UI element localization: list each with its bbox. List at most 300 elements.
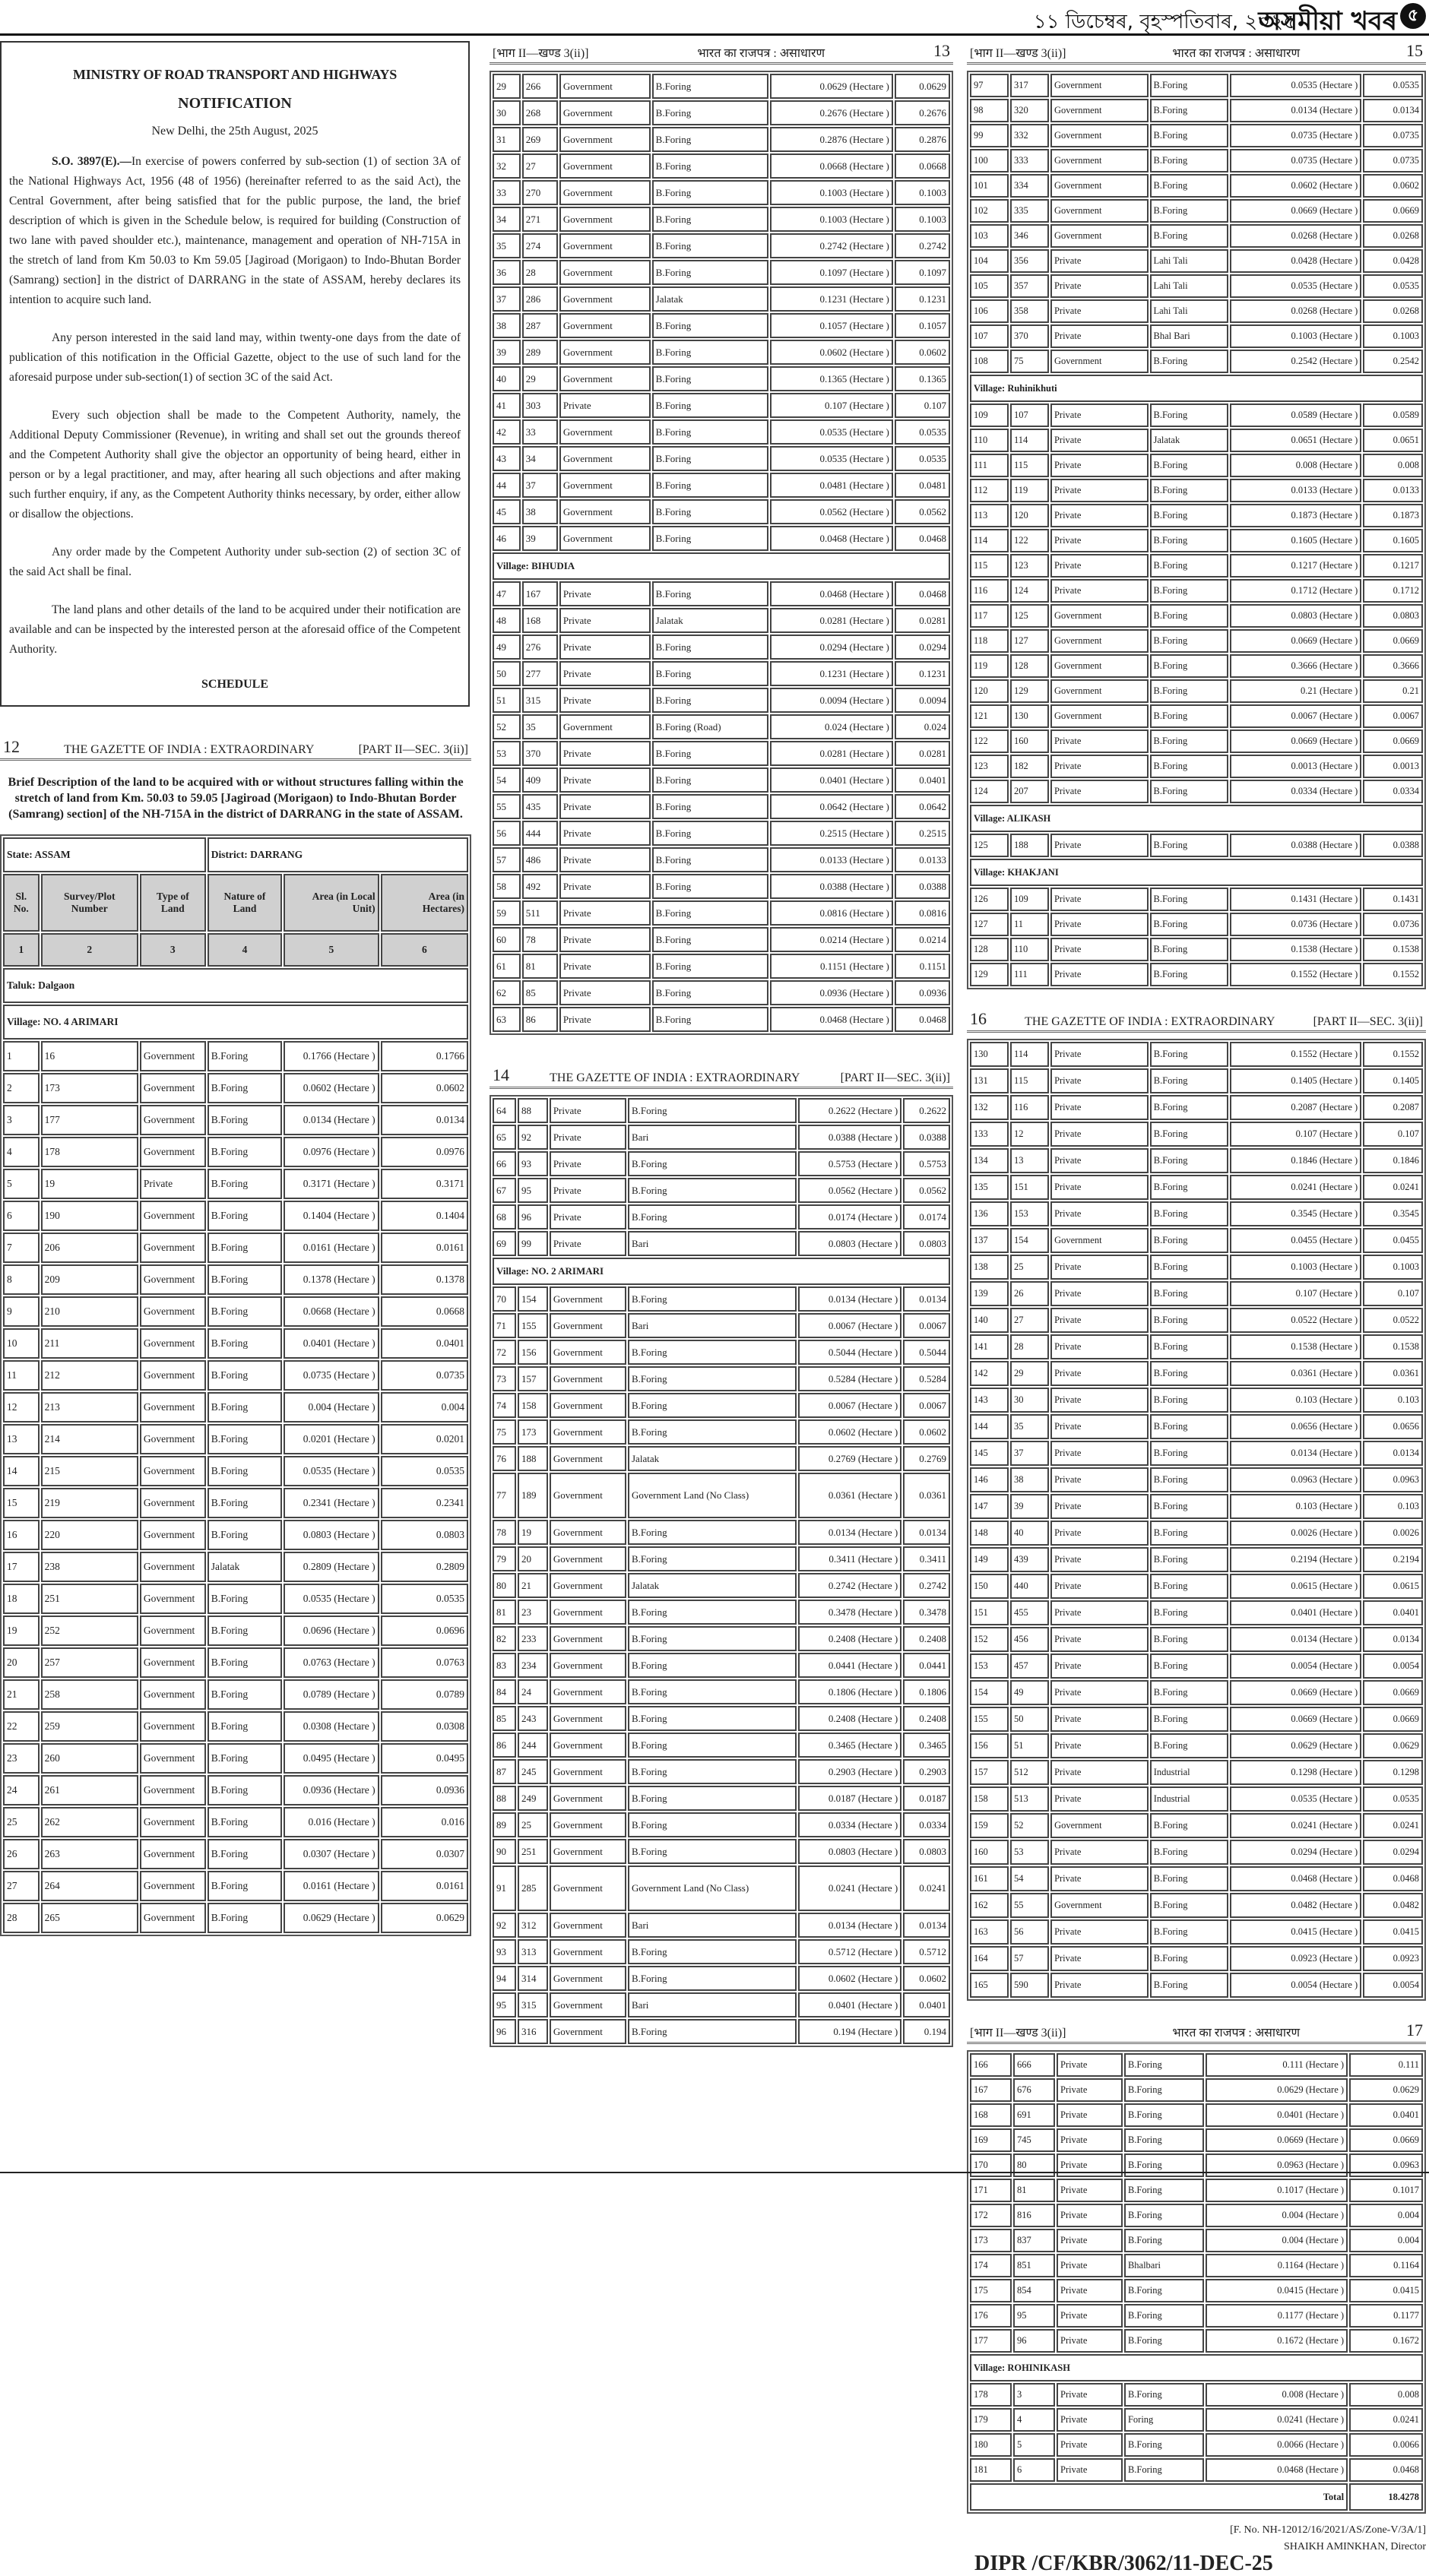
area-hectares: 0.0067	[1363, 704, 1423, 728]
table-row	[493, 153, 950, 179]
area-local-unit: 0.0134 (Hectare )	[1230, 1441, 1362, 1466]
area-hectares: 0.1298	[1363, 1760, 1423, 1785]
table-row	[493, 1679, 950, 1704]
survey-number: 332	[1010, 124, 1049, 147]
survey-number: 335	[1010, 199, 1049, 223]
land-nature: B.Foring	[1124, 2304, 1204, 2328]
sl-no: 72	[493, 1340, 516, 1365]
sl-no: 91	[493, 1866, 516, 1911]
land-type: Government	[140, 1264, 206, 1295]
table-row	[493, 313, 950, 338]
sl-no: 117	[970, 604, 1009, 628]
land-type: Private	[1050, 504, 1149, 527]
sl-no: 99	[970, 124, 1009, 147]
survey-number: 28	[522, 260, 558, 285]
land-type: Government	[559, 180, 651, 205]
table-row	[970, 249, 1423, 273]
land-type: Government	[559, 260, 651, 285]
table-row	[970, 1308, 1423, 1333]
area-hectares: 0.0656	[1363, 1414, 1423, 1439]
survey-number: 444	[522, 821, 558, 846]
land-nature: B.Foring	[1150, 1919, 1228, 1945]
land-type: Private	[1050, 888, 1149, 911]
land-type: Government	[140, 1871, 206, 1901]
land-type: Private	[1057, 2458, 1123, 2482]
area-hectares: 0.0923	[1363, 1946, 1423, 1971]
table-row	[970, 1813, 1423, 1838]
area-hectares: 0.1712	[1363, 579, 1423, 603]
survey-number: 210	[41, 1296, 138, 1327]
table-row	[493, 821, 950, 846]
land-nature: Jalatak	[652, 286, 768, 312]
area-local-unit: 0.1846 (Hectare )	[1230, 1148, 1362, 1173]
area-hectares: 0.1538	[1363, 1334, 1423, 1359]
survey-number: 115	[1010, 454, 1049, 477]
header-area-hectares: Area (in Hectares)	[381, 874, 468, 932]
sl-no: 54	[493, 767, 521, 793]
sl-no: 106	[970, 299, 1009, 323]
table-row	[493, 1286, 950, 1312]
area-hectares: 0.0468	[895, 526, 950, 551]
area-hectares: 0.0187	[903, 1786, 950, 1811]
sl-no: 85	[493, 1706, 516, 1731]
sl-no: 40	[493, 366, 521, 391]
land-type: Government	[140, 1679, 206, 1710]
survey-number: 440	[1010, 1574, 1049, 1599]
land-nature: B.Foring	[1124, 2383, 1204, 2407]
land-type: Government	[559, 714, 651, 739]
table-row	[3, 1616, 468, 1646]
land-type: Private	[1057, 2408, 1123, 2432]
sl-no: 132	[970, 1095, 1009, 1120]
area-hectares: 0.0535	[381, 1456, 468, 1486]
survey-number: 129	[1010, 679, 1049, 703]
survey-number: 188	[1010, 834, 1049, 857]
area-hectares: 0.0428	[1363, 249, 1423, 273]
sl-no: 92	[493, 1913, 516, 1938]
table-row	[493, 1151, 950, 1176]
table-row	[3, 1360, 468, 1391]
area-hectares: 0.1231	[895, 661, 950, 686]
area-hectares: 0.0602	[1363, 174, 1423, 198]
area-hectares: 0.0441	[903, 1653, 950, 1678]
table-row	[493, 1313, 950, 1338]
land-type: Government	[140, 1839, 206, 1869]
sl-no: 38	[493, 313, 521, 338]
survey-number: 455	[1010, 1600, 1049, 1625]
area-hectares: 0.0936	[381, 1775, 468, 1805]
schedule-table-page-13	[490, 71, 953, 1035]
land-type: Private	[559, 794, 651, 819]
area-local-unit: 0.0214 (Hectare )	[770, 927, 893, 952]
land-nature: B.Foring	[1150, 1388, 1228, 1413]
area-local-unit: 0.2194 (Hectare )	[1230, 1547, 1362, 1572]
table-row	[493, 1786, 950, 1811]
area-local-unit: 0.2622 (Hectare )	[798, 1098, 902, 1123]
land-nature: B.Foring	[1150, 454, 1228, 477]
survey-number: 270	[522, 180, 558, 205]
village-name: Village: ALIKASH	[970, 805, 1423, 832]
area-local-unit: 0.0522 (Hectare )	[1230, 1308, 1362, 1333]
land-nature: B.Foring	[628, 2019, 797, 2044]
sl-no: 74	[493, 1393, 516, 1418]
land-nature: B.Foring	[1124, 2053, 1204, 2077]
land-type: Government	[559, 499, 651, 524]
area-local-unit: 0.0736 (Hectare )	[1230, 913, 1361, 936]
land-type: Private	[1050, 1627, 1149, 1652]
land-type: Government	[140, 1296, 206, 1327]
sl-no: 69	[493, 1231, 516, 1256]
survey-number: 486	[522, 847, 558, 872]
sl-no: 180	[970, 2433, 1012, 2457]
sl-no: 46	[493, 526, 521, 551]
area-hectares: 0.0669	[1363, 1707, 1423, 1732]
survey-number: 52	[1010, 1813, 1049, 1838]
land-nature: Government Land (No Class)	[628, 1473, 797, 1518]
area-local-unit: 0.0602 (Hectare )	[284, 1073, 379, 1103]
land-type: Government	[550, 1839, 626, 1864]
table-row	[970, 629, 1423, 653]
sl-no: 51	[493, 688, 521, 713]
survey-number: 745	[1013, 2128, 1055, 2152]
area-hectares: 0.0602	[381, 1073, 468, 1103]
land-nature: B.Foring	[1124, 2128, 1204, 2152]
land-nature: B.Foring	[628, 1178, 797, 1203]
area-hectares: 0.0067	[903, 1313, 950, 1338]
land-nature: Lahi Tali	[1150, 274, 1228, 298]
state-cell: State: ASSAM	[3, 837, 206, 872]
survey-number: 38	[1010, 1467, 1049, 1492]
sl-no: 22	[3, 1711, 40, 1742]
table-row	[3, 1105, 468, 1135]
table-row	[493, 1866, 950, 1911]
table-row	[3, 1552, 468, 1582]
survey-number: 50	[1010, 1707, 1049, 1732]
land-nature: B.Foring	[652, 794, 768, 819]
area-hectares: 0.5753	[903, 1151, 950, 1176]
sl-no: 169	[970, 2128, 1012, 2152]
sl-no: 81	[493, 1600, 516, 1625]
sl-no: 43	[493, 446, 521, 471]
land-nature: B.Foring	[652, 260, 768, 285]
table-row	[493, 1125, 950, 1150]
table-row	[970, 579, 1423, 603]
area-local-unit: 0.1404 (Hectare )	[284, 1201, 379, 1231]
area-local-unit: 0.0468 (Hectare )	[1206, 2458, 1348, 2482]
area-hectares: 0.0816	[895, 900, 950, 926]
table-row	[493, 1733, 950, 1758]
land-nature: B.Foring	[1150, 729, 1228, 753]
area-local-unit: 0.1405 (Hectare )	[1230, 1068, 1362, 1093]
table-row	[970, 1574, 1423, 1599]
land-nature: B.Foring	[652, 847, 768, 872]
sl-no: 53	[493, 741, 521, 766]
land-type: Private	[1050, 1973, 1149, 1998]
sl-no: 55	[493, 794, 521, 819]
sl-no: 61	[493, 954, 521, 979]
land-type: Private	[1050, 1840, 1149, 1865]
land-type: Government	[550, 1866, 626, 1911]
land-nature: B.Foring	[1150, 1175, 1228, 1200]
area-hectares: 0.1605	[1363, 529, 1423, 552]
sl-no: 172	[970, 2204, 1012, 2227]
table-row	[970, 780, 1423, 803]
survey-number: 24	[518, 1679, 548, 1704]
land-type: Private	[550, 1204, 626, 1229]
area-local-unit: 0.024 (Hectare )	[770, 714, 893, 739]
land-type: Private	[1050, 1919, 1149, 1945]
table-row	[493, 74, 950, 99]
survey-number: 95	[518, 1178, 548, 1203]
area-local-unit: 0.1017 (Hectare )	[1206, 2179, 1348, 2202]
sl-no: 111	[970, 454, 1009, 477]
land-type: Government	[140, 1520, 206, 1550]
area-hectares: 0.0334	[903, 1812, 950, 1837]
area-local-unit: 0.0361 (Hectare )	[798, 1473, 902, 1518]
notice-footer	[967, 2514, 1426, 2575]
land-type: Private	[1050, 1068, 1149, 1093]
table-row	[970, 2179, 1423, 2202]
sl-no: 2	[3, 1073, 40, 1103]
survey-number: 207	[1010, 780, 1049, 803]
land-type: Private	[1050, 1680, 1149, 1705]
land-type: Government	[559, 233, 651, 258]
file-number: [F. No. NH-12012/16/2021/AS/Zone-V/3A/1]	[1230, 2524, 1426, 2536]
land-nature: B.Foring	[628, 1340, 797, 1365]
survey-number: 19	[518, 1520, 548, 1545]
survey-number: 75	[1010, 350, 1049, 373]
sl-no: 140	[970, 1308, 1009, 1333]
area-local-unit: 0.2769 (Hectare )	[798, 1446, 902, 1471]
area-local-unit: 0.1552 (Hectare )	[1230, 1042, 1362, 1067]
land-nature: B.Foring	[628, 1706, 797, 1731]
sl-no: 179	[970, 2408, 1012, 2432]
area-local-unit: 0.0803 (Hectare )	[1230, 604, 1361, 628]
survey-number: 287	[522, 313, 558, 338]
land-type: Government	[550, 1812, 626, 1837]
land-type: Private	[559, 741, 651, 766]
sl-no: 78	[493, 1520, 516, 1545]
table-row	[970, 1547, 1423, 1572]
survey-number: 178	[41, 1137, 138, 1167]
table-row	[3, 1456, 468, 1486]
village-name: Village: NO. 4 ARIMARI	[3, 1005, 468, 1040]
area-hectares: 0.0415	[1363, 1919, 1423, 1945]
land-nature: B.Foring	[1150, 554, 1228, 578]
sl-no: 83	[493, 1653, 516, 1678]
land-type: Private	[1050, 755, 1149, 778]
land-nature: B.Foring	[1150, 149, 1228, 172]
area-hectares: 0.0803	[903, 1231, 950, 1256]
area-local-unit: 0.0388 (Hectare )	[770, 874, 893, 899]
land-nature: B.Foring	[208, 1520, 282, 1550]
area-hectares: 0.2903	[903, 1759, 950, 1784]
land-type: Government	[550, 1446, 626, 1471]
survey-number: 234	[518, 1653, 548, 1678]
land-nature: B.Foring	[628, 1151, 797, 1176]
land-nature: B.Foring	[1124, 2078, 1204, 2102]
sl-no: 96	[493, 2019, 516, 2044]
survey-number: 435	[522, 794, 558, 819]
sl-no: 67	[493, 1178, 516, 1203]
sl-no: 181	[970, 2458, 1012, 2482]
area-local-unit: 0.0816 (Hectare )	[770, 900, 893, 926]
village-name: Village: KHAKJANI	[970, 859, 1423, 886]
area-local-unit: 0.0602 (Hectare )	[770, 340, 893, 365]
survey-number: 213	[41, 1392, 138, 1422]
land-nature: B.Foring	[1150, 1361, 1228, 1386]
village-section-row	[493, 552, 950, 580]
sl-no: 62	[493, 980, 521, 1005]
survey-number: 219	[41, 1488, 138, 1518]
area-hectares: 0.0133	[895, 847, 950, 872]
survey-number: 851	[1013, 2254, 1055, 2277]
land-nature: B.Foring	[1150, 1521, 1228, 1546]
area-local-unit: 0.016 (Hectare )	[284, 1807, 379, 1837]
land-type: Government	[140, 1424, 206, 1454]
survey-number: 11	[1010, 913, 1049, 936]
land-type: Government	[1050, 1228, 1149, 1253]
table-row	[970, 1973, 1423, 1998]
land-type: Government	[140, 1903, 206, 1933]
sl-no: 10	[3, 1328, 40, 1359]
area-local-unit: 0.0482 (Hectare )	[1230, 1893, 1362, 1918]
table-row	[493, 980, 950, 1005]
land-nature: Lahi Tali	[1150, 299, 1228, 323]
area-local-unit: 0.0241 (Hectare )	[798, 1866, 902, 1911]
sl-no: 71	[493, 1313, 516, 1338]
land-type: Private	[1050, 403, 1149, 427]
area-hectares: 0.1217	[1363, 554, 1423, 578]
sl-no: 64	[493, 1098, 516, 1123]
sl-no: 152	[970, 1627, 1009, 1652]
land-nature: B.Foring	[208, 1456, 282, 1486]
sl-no: 144	[970, 1414, 1009, 1439]
table-row	[493, 954, 950, 979]
area-local-unit: 0.5712 (Hectare )	[798, 1939, 902, 1964]
area-local-unit: 0.1003 (Hectare )	[770, 207, 893, 232]
area-local-unit: 0.107 (Hectare )	[1230, 1122, 1362, 1147]
land-nature: B.Foring	[1124, 2179, 1204, 2202]
land-nature: B.Foring	[208, 1296, 282, 1327]
survey-number: 439	[1010, 1547, 1049, 1572]
area-local-unit: 0.1177 (Hectare )	[1206, 2304, 1348, 2328]
area-hectares: 0.2408	[903, 1706, 950, 1731]
land-nature: B.Foring	[1150, 479, 1228, 502]
land-type: Private	[1050, 1122, 1149, 1147]
sl-no: 31	[493, 127, 521, 152]
sl-no: 176	[970, 2304, 1012, 2328]
survey-number: 88	[518, 1098, 548, 1123]
area-local-unit: 0.0562 (Hectare )	[798, 1178, 902, 1203]
survey-number: 6	[1013, 2458, 1055, 2482]
land-type: Private	[1050, 913, 1149, 936]
land-nature: B.Foring	[1150, 199, 1228, 223]
sl-no: 82	[493, 1626, 516, 1651]
land-type: Government	[550, 1786, 626, 1811]
land-type: Government	[559, 366, 651, 391]
area-hectares: 0.1672	[1349, 2329, 1423, 2353]
area-hectares: 0.1431	[1363, 888, 1423, 911]
survey-number: 38	[522, 499, 558, 524]
area-local-unit: 0.0388 (Hectare )	[1230, 834, 1361, 857]
schedule-heading: SCHEDULE	[201, 678, 269, 691]
survey-number: 25	[518, 1812, 548, 1837]
land-nature: B.Foring	[628, 1786, 797, 1811]
area-hectares: 0.3171	[381, 1169, 468, 1199]
district-cell: District: DARRANG	[208, 837, 468, 872]
area-hectares: 0.0602	[903, 1419, 950, 1445]
sl-no: 95	[493, 1992, 516, 2017]
survey-number: 27	[522, 153, 558, 179]
land-nature: B.Foring	[652, 954, 768, 979]
survey-number: 370	[522, 741, 558, 766]
land-nature: B.Foring	[652, 153, 768, 179]
page-header-17: [भाग II—खण्ड 3(ii)] भारत का राजपत्र : असाधारण 17	[967, 2021, 1426, 2044]
area-local-unit: 0.107 (Hectare )	[1230, 1281, 1362, 1306]
table-row	[970, 2279, 1423, 2302]
table-row	[493, 286, 950, 312]
survey-number: 492	[522, 874, 558, 899]
land-type: Government	[1050, 74, 1149, 97]
land-nature: B.Foring	[1150, 604, 1228, 628]
area-local-unit: 0.0495 (Hectare )	[284, 1743, 379, 1774]
area-hectares: 0.0669	[1363, 199, 1423, 223]
sl-no: 86	[493, 1733, 516, 1758]
sl-no: 3	[3, 1105, 40, 1135]
area-local-unit: 0.1097 (Hectare )	[770, 260, 893, 285]
sl-no: 5	[3, 1169, 40, 1199]
survey-number: 160	[1010, 729, 1049, 753]
header-sl-no: Sl. No.	[3, 874, 40, 932]
land-nature: B.Foring	[628, 1839, 797, 1864]
area-hectares: 0.2542	[1363, 350, 1423, 373]
area-local-unit: 0.0963 (Hectare )	[1230, 1467, 1362, 1492]
village-section-row	[970, 805, 1423, 832]
area-local-unit: 0.103 (Hectare )	[1230, 1494, 1362, 1519]
land-nature: B.Foring	[1150, 350, 1228, 373]
area-local-unit: 0.008 (Hectare )	[1206, 2383, 1348, 2407]
land-nature: B.Foring	[652, 661, 768, 686]
area-hectares: 0.1003	[1363, 324, 1423, 348]
survey-number: 39	[1010, 1494, 1049, 1519]
land-nature: B.Foring	[1150, 629, 1228, 653]
survey-number: 211	[41, 1328, 138, 1359]
survey-number: 333	[1010, 149, 1049, 172]
sl-no: 80	[493, 1573, 516, 1598]
sl-no: 177	[970, 2329, 1012, 2353]
land-nature: B.Foring	[652, 581, 768, 606]
sl-no: 139	[970, 1281, 1009, 1306]
survey-number: 837	[1013, 2229, 1055, 2252]
area-hectares: 0.0629	[895, 74, 950, 99]
survey-number: 315	[518, 1992, 548, 2017]
land-nature: B.Foring	[1150, 1680, 1228, 1705]
sl-no: 27	[3, 1871, 40, 1901]
area-local-unit: 0.0589 (Hectare )	[1230, 403, 1361, 427]
land-type: Private	[1050, 554, 1149, 578]
table-row	[970, 2128, 1423, 2152]
area-local-unit: 0.0133 (Hectare )	[1230, 479, 1361, 502]
village-name: Village: NO. 2 ARIMARI	[493, 1258, 950, 1285]
survey-number: 261	[41, 1775, 138, 1805]
land-type: Private	[559, 688, 651, 713]
sl-no: 120	[970, 679, 1009, 703]
table-row	[970, 1760, 1423, 1785]
area-local-unit: 0.0134 (Hectare )	[1230, 99, 1361, 122]
table-row	[970, 1707, 1423, 1732]
area-hectares: 0.0651	[1363, 429, 1423, 452]
